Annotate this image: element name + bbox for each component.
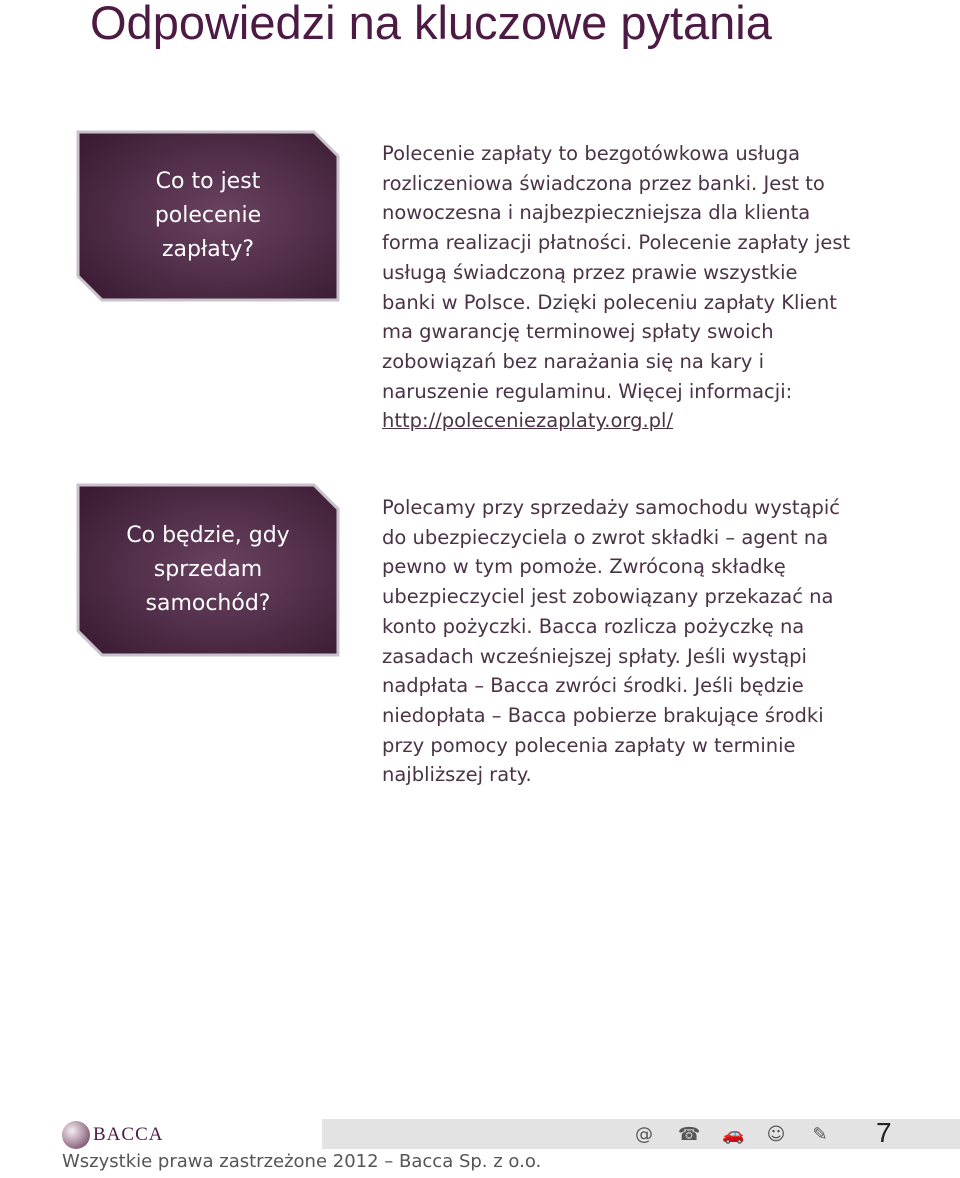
info-link[interactable]: http://poleceniezaplaty.org.pl/ — [382, 409, 674, 433]
question-box-2 — [76, 483, 340, 657]
document-icon[interactable]: ✎ — [812, 1124, 828, 1145]
copyright-text: Wszystkie prawa zastrzeżone 2012 – Bacca Sp. z o.o. — [62, 1151, 542, 1172]
page-number: 7 — [876, 1117, 892, 1148]
phone-icon[interactable]: ☎ — [678, 1124, 701, 1145]
pearl-icon — [62, 1121, 90, 1149]
footer-icons — [634, 1124, 830, 1145]
answer-text-2: Polecamy przy sprzedaży samochodu wystąpić do ubezpieczyciela o zwrot składki – agent na pewno w tym pomoże. Zwróconą składkę ubezpieczyciel jest zobowiązany przekazać na konto pożyczki. Bacca rozlicza pożyczkę na zasadach wcześniejszej spłaty. Jeśli wystąpi nadpłata – Bacca zwróci środki. Jeśli będzie niedopłata – Bacca pobierze brakujące środki przy pomocy polecenia zapłaty w terminie najbliższej raty. — [382, 496, 841, 787]
people-icon[interactable]: ☺ — [766, 1124, 786, 1145]
bacca-logo — [62, 1120, 163, 1150]
question-label-2: Co będzie, gdy sprzedam samochód? — [126, 523, 290, 616]
answer-body-1: Polecenie zapłaty to bezgotówkowa usługa rozliczeniowa świadczona przez banki. Jest to nowoczesna i najbezpieczniejsza dla klienta forma realizacji płatności. Polecenie zapłaty jest usługą świadczoną przez prawie wszystkie banki w Polsce. Dzięki poleceniu zapłaty Klient ma gwarancję terminowej spłaty swoich zobowiązań bez narażania się na kary i naruszenie regulaminu. Więcej informacji: — [382, 142, 851, 403]
car-icon[interactable]: 🚗 — [722, 1124, 745, 1145]
page-title: Odpowiedzi na kluczowe pytania — [90, 0, 772, 49]
question-label-1: Co to jest polecenie zapłaty? — [154, 169, 262, 262]
answer-text-1 — [382, 139, 852, 436]
at-icon[interactable]: @ — [635, 1124, 653, 1145]
logo-text: BACCA — [93, 1124, 164, 1145]
question-box-1 — [76, 130, 340, 302]
